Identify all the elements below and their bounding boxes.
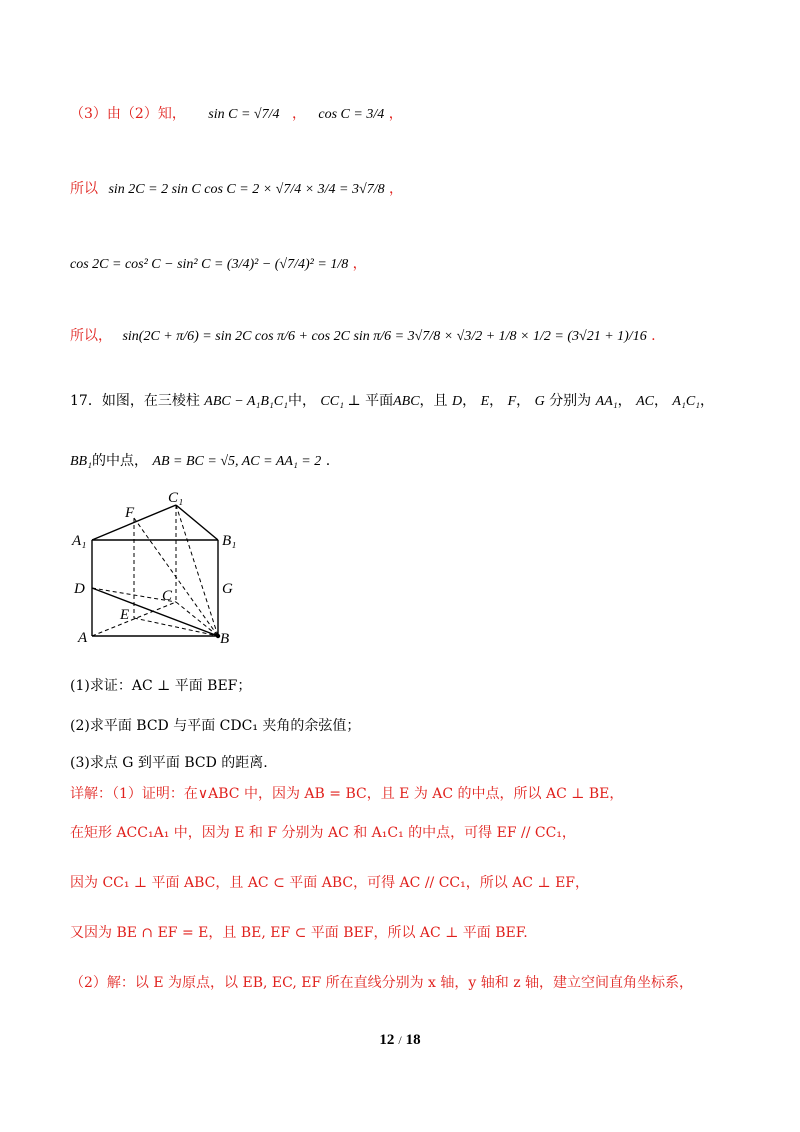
answer-line-1: 详解：（1）证明：在∨ABC 中，因为 AB = BC，且 E 为 AC 的中点，所以 AC ⊥ BE， bbox=[70, 786, 624, 802]
label-c1: C₁ bbox=[168, 490, 184, 506]
label-f: F bbox=[125, 505, 135, 521]
sin-c-expr: sin C = √7/4 bbox=[208, 107, 280, 122]
solution3-line2: 所以 sin 2C = 2 sin C cos C = 2 × √7/4 × 3/4 = 3√7/8 ， bbox=[70, 181, 404, 197]
point-f: F bbox=[507, 394, 517, 409]
final-prefix: 所以， bbox=[70, 328, 112, 344]
problem17-line2 bbox=[70, 450, 740, 470]
page-sep: / bbox=[398, 1033, 402, 1047]
label-b1: B₁ bbox=[222, 533, 237, 549]
question-2: (2)求平面 BCD 与平面 CDC₁ 夹角的余弦值； bbox=[70, 718, 361, 734]
edge-c1b bbox=[176, 505, 218, 636]
sin2c-prefix: 所以 bbox=[70, 181, 98, 197]
solution3-line1: （3）由（2）知， sin C = √7/4 ， cos C = 3/4 ， bbox=[70, 106, 403, 122]
problem-number: 17．如图，在三棱柱 bbox=[70, 393, 200, 409]
edge-cb bbox=[176, 602, 218, 636]
solution3-line4: 所以， sin(2C + π/6) = sin 2C cos π/6 + cos 2C sin π/6 = 3√7/8 × √3/2 + 1/8 × 1/2 = (3√21 + 1)/16 . bbox=[70, 328, 656, 344]
label-d: D bbox=[74, 581, 85, 597]
point-e: E bbox=[480, 394, 490, 409]
seg-aa1: AA₁ bbox=[595, 394, 618, 409]
seg-ac: AC bbox=[636, 394, 654, 409]
page-total: 18 bbox=[405, 1032, 421, 1048]
label-a1: A₁ bbox=[72, 533, 87, 549]
perp-expr: CC₁ ⊥ bbox=[320, 394, 361, 409]
answer-line-2: 在矩形 ACC₁A₁ 中，因为 E 和 F 分别为 AC 和 A₁C₁ 的中点，可得 EF // CC₁， bbox=[70, 825, 576, 841]
problem-text-1: 中， bbox=[287, 393, 316, 409]
plane-abc: ABC bbox=[393, 394, 420, 409]
label-c: C bbox=[162, 588, 173, 604]
question-1: (1)求证：AC ⊥ 平面 BEF； bbox=[70, 678, 252, 694]
final-expr: sin(2C + π/6) = sin 2C cos π/6 + cos 2C sin π/6 = 3√7/8 × √3/2 + 1/8 × 1/2 = (3√21 + 1)/16 bbox=[122, 329, 647, 344]
answer-line-4: 又因为 BE ∩ EF = E，且 BE, EF ⊂ 平面 BEF，所以 AC ⊥ 平面 BEF. bbox=[70, 925, 528, 941]
label-a: A bbox=[78, 630, 88, 646]
problem-period: . bbox=[325, 453, 331, 469]
problem-text-3: 分别为 bbox=[549, 393, 592, 409]
edge-ac bbox=[92, 602, 176, 636]
solution3-line3: cos 2C = cos² C − sin² C = (3/4)² − (√7/4)² = 1/8 ， bbox=[70, 256, 367, 272]
prism-name: ABC − A₁B₁C₁ bbox=[204, 394, 288, 409]
question-3: (3)求点 G 到平面 BCD 的距离. bbox=[70, 755, 268, 771]
label-b: B bbox=[220, 631, 230, 647]
answer-line-5: （2）解：以 E 为原点，以 EB, EC, EF 所在直线分别为 x 轴，y 轴和 z 轴，建立空间直角坐标系， bbox=[70, 975, 694, 991]
plane-label: 平面 bbox=[365, 393, 394, 409]
lengths-expr: AB = BC = √5, AC = AA₁ = 2 bbox=[152, 454, 322, 469]
sin2c-expr: sin 2C = 2 sin C cos C = 2 × √7/4 × 3/4 = 3√7/8 bbox=[108, 182, 385, 197]
cos2c-expr: cos 2C = cos² C − sin² C = (3/4)² − (√7/4)² = 1/8 bbox=[70, 257, 349, 272]
label-e: E bbox=[120, 607, 130, 623]
solution3-prefix: （3）由（2）知， bbox=[70, 106, 186, 122]
answer-line-3: 因为 CC₁ ⊥ 平面 ABC，且 AC ⊂ 平面 ABC，可得 AC // CC₁，所以 AC ⊥ EF， bbox=[70, 875, 590, 891]
page-current: 12 bbox=[379, 1032, 395, 1048]
cos-c-expr: cos C = 3/4 bbox=[318, 107, 385, 122]
point-g: G bbox=[534, 394, 545, 409]
seg-bb1: BB₁ bbox=[70, 454, 92, 469]
seg-a1c1: A₁C₁ bbox=[672, 394, 701, 409]
edge-c1b1 bbox=[176, 505, 218, 540]
page-number bbox=[0, 1032, 800, 1049]
prism-figure bbox=[68, 490, 248, 650]
problem17-line1: 17．如图，在三棱柱 ABC − A₁B₁C₁中， CC₁ ⊥ 平面ABC，且 D， E， F， G 分别为 AA₁， AC， A₁C₁， bbox=[70, 393, 715, 409]
label-g: G bbox=[222, 581, 233, 597]
edge-db bbox=[92, 588, 218, 636]
point-d: D bbox=[452, 394, 463, 409]
problem-text-2: ，且 bbox=[419, 393, 448, 409]
problem-text-4: 的中点， bbox=[91, 453, 148, 469]
